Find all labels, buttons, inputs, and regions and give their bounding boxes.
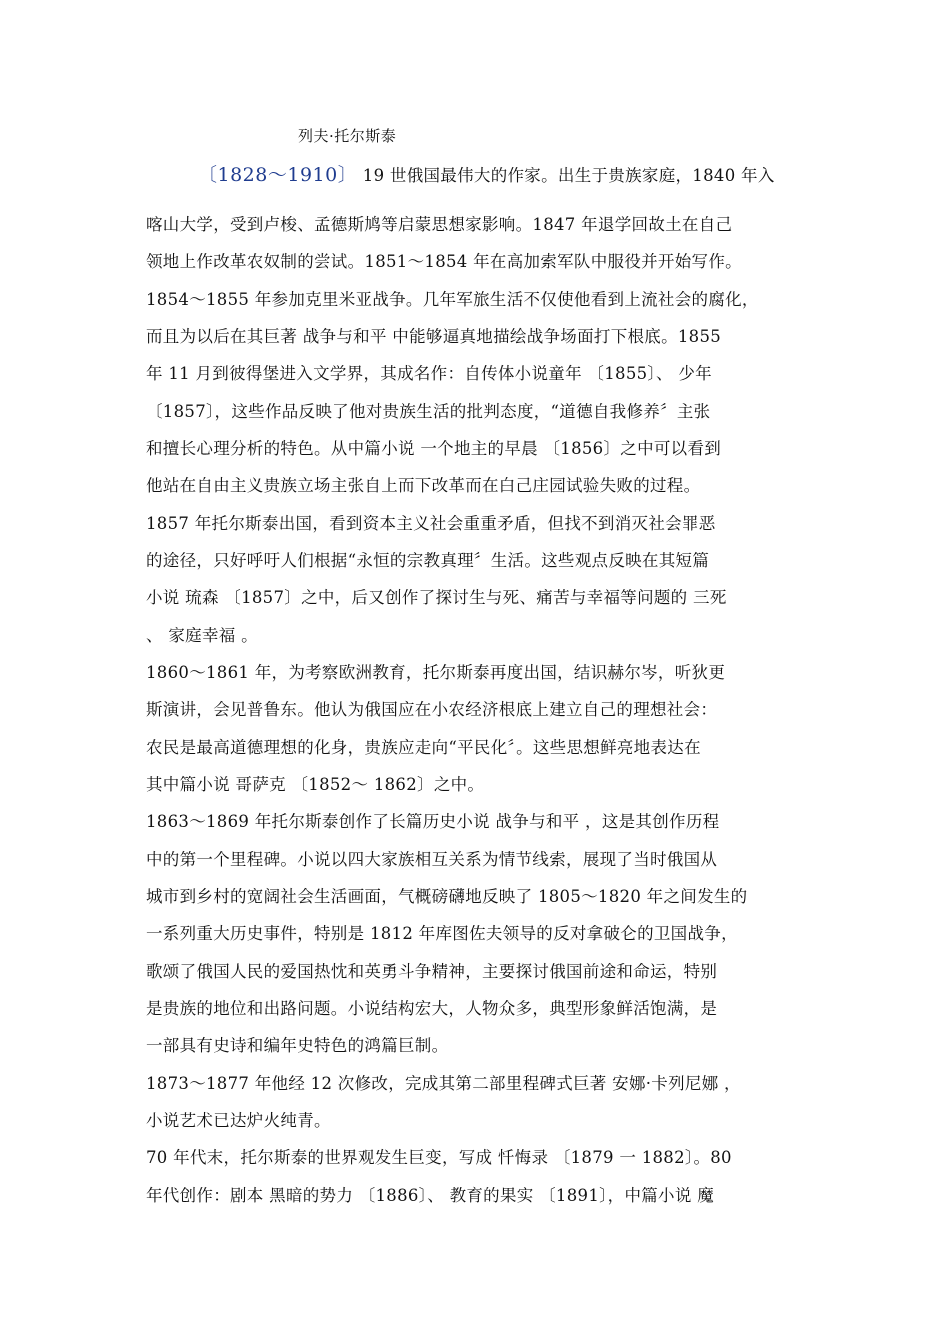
life-dates: 〔1828～1910〕 [198,164,358,186]
text-line: 年 11 月到彼得堡进入文学界，其成名作：自传体小说童年 〔1855〕、 少年 [146,364,712,383]
text-line: 19 世俄国最伟大的作家。出生于贵族家庭，1840 年入 [362,166,775,185]
text-line: 一系列重大历史事件，特别是 1812 年库图佐夫领导的反对拿破仑的卫国战争， [146,924,738,943]
text-line: 1860～1861 年，为考察欧洲教育，托尔斯泰再度出国，结识赫尔岑，听狄更 [146,663,726,682]
text-line: 农民是最高道德理想的化身，贵族应走向“平民化〞。这些思想鲜亮地表达在 [146,738,701,757]
text-line: 的途径，只好呼吁人们根据“永恒的宗教真理〞生活。这些观点反映在其短篇 [146,551,710,570]
text-line: 中的第一个里程碑。小说以四大家族相互关系为情节线索，展现了当时俄国从 [146,850,718,869]
text-line: 1863～1869 年托尔斯泰创作了长篇历史小说 战争与和平 ，这是其创作历程 [146,812,720,831]
text-line: 小说 琉森 〔1857〕之中，后又创作了探讨生与死、痛苦与幸福等问题的 三死 [146,588,727,607]
text-line: 1854～1855 年参加克里米亚战争。几年军旅生活不仅使他看到上流社会的腐化， [146,290,759,309]
text-line: 小说艺术已达炉火纯青。 [146,1111,331,1130]
first-line [198,163,818,188]
text-line: 〔1857〕，这些作品反映了他对贵族生活的批判态度，“道德自我修养〞主张 [146,402,711,421]
text-line: 1873～1877 年他经 12 次修改，完成其第二部里程碑式巨著 安娜·卡列尼娜 ， [146,1074,741,1093]
text-line: 1857 年托尔斯泰出国，看到资本主义社会重重矛盾，但找不到消灭社会罪恶 [146,514,716,533]
text-line: 和擅长心理分析的特色。从中篇小说 一个地主的早晨 〔1856〕之中可以看到 [146,439,722,458]
text-line: 70 年代末，托尔斯泰的世界观发生巨变，写成 忏悔录 〔1879 一 1882〕。80 [146,1148,732,1167]
text-line: 是贵族的地位和出路问题。小说结构宏大，人物众多，典型形象鲜活饱满，是 [146,999,718,1018]
text-line: 一部具有史诗和编年史特色的鸿篇巨制。 [146,1036,449,1055]
text-line: 斯演讲，会见普鲁东。他认为俄国应在小农经济根底上建立自己的理想社会： [146,700,718,719]
text-line: 其中篇小说 哥萨克 〔1852～ 1862〕之中。 [146,775,485,794]
text-line: 、 家庭幸福 。 [146,626,258,645]
text-line: 他站在自由主义贵族立场主张自上而下改革而在白己庄园试验失败的过程。 [146,476,701,495]
text-line: 城市到乡村的宽阔社会生活画面，气概磅礴地反映了 1805～1820 年之间发生的 [146,887,748,906]
document-title: 列夫·托尔斯泰 [298,127,397,145]
text-line: 而且为以后在其巨著 战争与和平 中能够逼真地描绘战争场面打下根底。1855 [146,327,722,346]
text-line: 领地上作改革农奴制的尝试。1851～1854 年在高加索军队中服役并开始写作。 [146,252,742,271]
text-line: 喀山大学，受到卢梭、孟德斯鸠等启蒙思想家影响。1847 年退学回故土在自己 [146,215,733,234]
text-line: 年代创作：剧本 黑暗的势力 〔1886〕、 教育的果实 〔1891〕，中篇小说 魔 [146,1186,715,1205]
text-line: 歌颂了俄国人民的爱国热忱和英勇斗争精神，主要探讨俄国前途和命运，特别 [146,962,718,981]
